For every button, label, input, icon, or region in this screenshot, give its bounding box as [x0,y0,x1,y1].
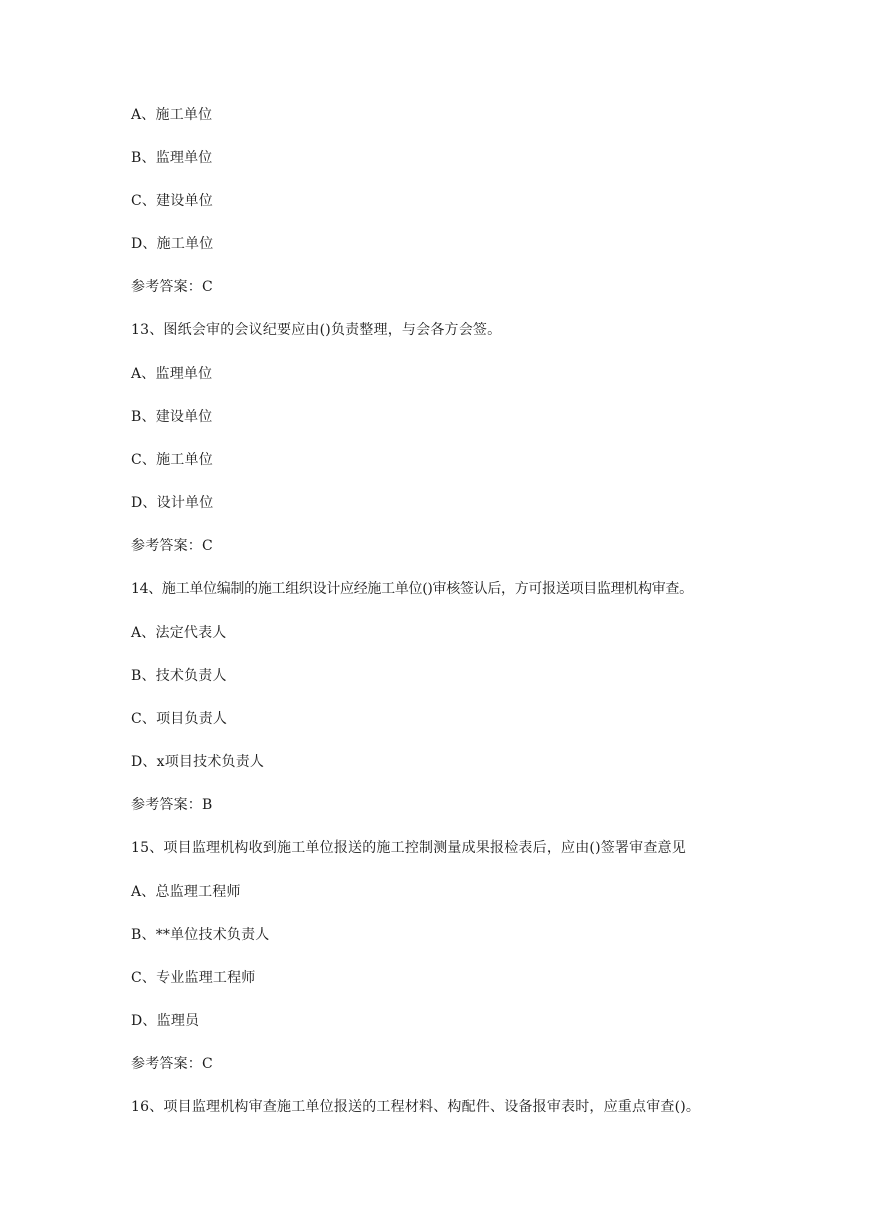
question-13: 13、图纸会审的会议纪要应由()负责整理，与会各方会签。 [131,322,502,338]
option-d: D、监理员 [131,1013,200,1029]
answer: 参考答案：B [131,797,213,813]
option-c: C、项目负责人 [131,711,228,727]
option-a: A、施工单位 [131,107,213,123]
answer: 参考答案：C [131,1056,213,1072]
option-a: A、法定代表人 [131,625,227,641]
option-d: D、施工单位 [131,236,214,252]
option-a: A、总监理工程师 [131,884,241,900]
answer: 参考答案：C [131,538,213,554]
question-15: 15、项目监理机构收到施工单位报送的施工控制测量成果报检表后，应由()签署审查意见 [131,840,686,856]
option-a: A、监理单位 [131,366,213,382]
option-b: B、监理单位 [131,150,213,166]
option-c: C、建设单位 [131,193,213,209]
option-d: D、设计单位 [131,495,214,511]
option-b: B、**单位技术负责人 [131,927,270,943]
option-c: C、专业监理工程师 [131,970,256,986]
question-14: 14、施工单位编制的施工组织设计应经施工单位()审核签认后，方可报送项目监理机构审查。 [131,581,693,597]
option-b: B、建设单位 [131,409,213,425]
option-c: C、施工单位 [131,452,213,468]
answer: 参考答案：C [131,279,213,295]
option-d: D、x项目技术负责人 [131,754,265,770]
question-16: 16、项目监理机构审查施工单位报送的工程材料、构配件、设备报审表时，应重点审查()。 [131,1099,701,1115]
option-b: B、技术负责人 [131,668,227,684]
